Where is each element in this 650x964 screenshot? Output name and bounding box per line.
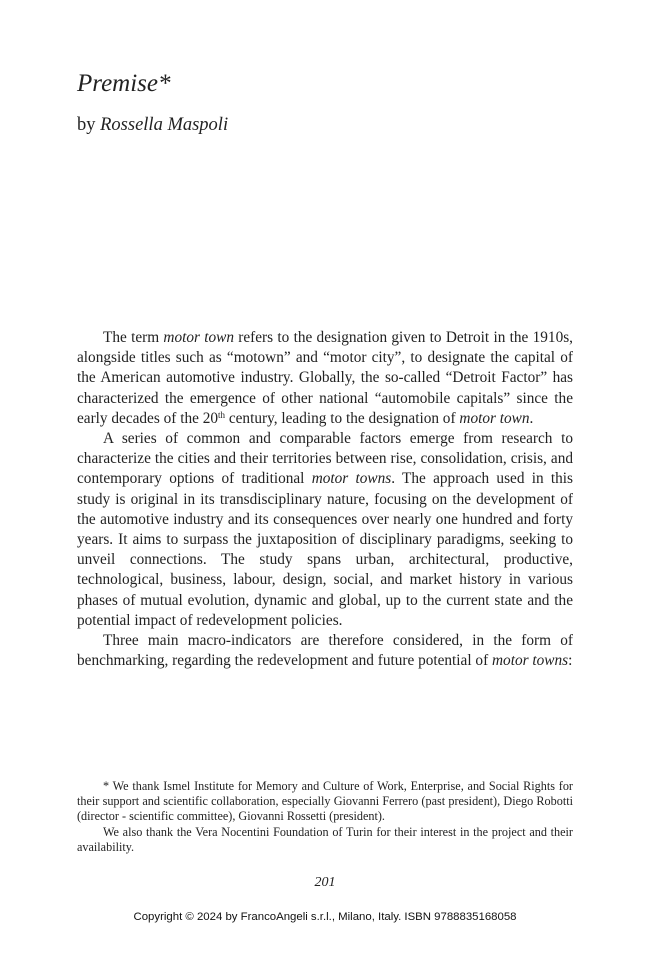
p1-superscript: th bbox=[218, 409, 226, 420]
page-number: 201 bbox=[314, 875, 336, 890]
p1-emphasis-1: motor town bbox=[163, 329, 234, 346]
p1-emphasis-2: motor town bbox=[459, 409, 530, 427]
p2-text-2: . The approach used in this study is original in its transdisciplinary nature, focusing on the development of the automotive industry and its consequences over nearly one hundred and forty years. It aims to surpass the juxtaposition of disciplinary paradigms, seeking to unveil connections. The study spans urban, architectural, productive, technological, business, labour, design, social, and market history in various phases of mutual evolution, dynamic and global, up to the current state and the potential impact of redevelopment policies. bbox=[77, 470, 574, 629]
copyright-notice: Copyright © 2024 by FrancoAngeli s.r.l., Milano, Italy. ISBN 9788835168058 bbox=[133, 911, 517, 923]
p3-text-1: Three main macro-indicators are therefore considered, in the form of benchmarking, regarding the redevelopment and future potential of bbox=[77, 632, 573, 670]
byline-prefix: by bbox=[77, 115, 101, 135]
byline bbox=[77, 115, 228, 136]
p3-text-2: : bbox=[568, 652, 573, 670]
p1-text-3: century, leading to the designation of bbox=[225, 409, 460, 427]
footnote-2: We also thank the Vera Nocentini Foundation of Turin for their interest in the project and their availability. bbox=[77, 824, 573, 854]
footnotes bbox=[77, 779, 573, 855]
paragraph-3 bbox=[77, 631, 573, 671]
p3-emphasis-1: motor towns bbox=[492, 652, 569, 670]
p2-emphasis-1: motor towns bbox=[311, 470, 392, 488]
p2-text-1: A series of common and comparable factors emerge from research to characterize the cities and their territories between rise, consolidation, crisis, and contemporary options of traditional bbox=[77, 430, 573, 488]
body-text bbox=[77, 328, 573, 671]
chapter-title: Premise* bbox=[77, 70, 171, 97]
paragraph-1 bbox=[77, 328, 573, 429]
footnote-1: * We thank Ismel Institute for Memory and Culture of Work, Enterprise, and Social Rights for their support and scientific collaboration, especially Giovanni Ferrero (past president), Diego Robotti (director - scientific committee), Giovanni Rossetti (president). bbox=[77, 779, 573, 824]
author-name: Rossella Maspoli bbox=[100, 115, 229, 135]
p1-text-2: refers to the designation given to Detroit in the 1910s, alongside titles such as “motown” and “motor city”, to designate the capital of the American automotive industry. Globally, the so-called “Detroit Factor” has characterized the emergence of other national “automobile capitals” since the early decades of the 20 bbox=[77, 329, 573, 427]
paragraph-2 bbox=[77, 429, 573, 631]
p1-text-1: The term bbox=[103, 329, 164, 346]
p1-text-4: . bbox=[529, 409, 534, 427]
